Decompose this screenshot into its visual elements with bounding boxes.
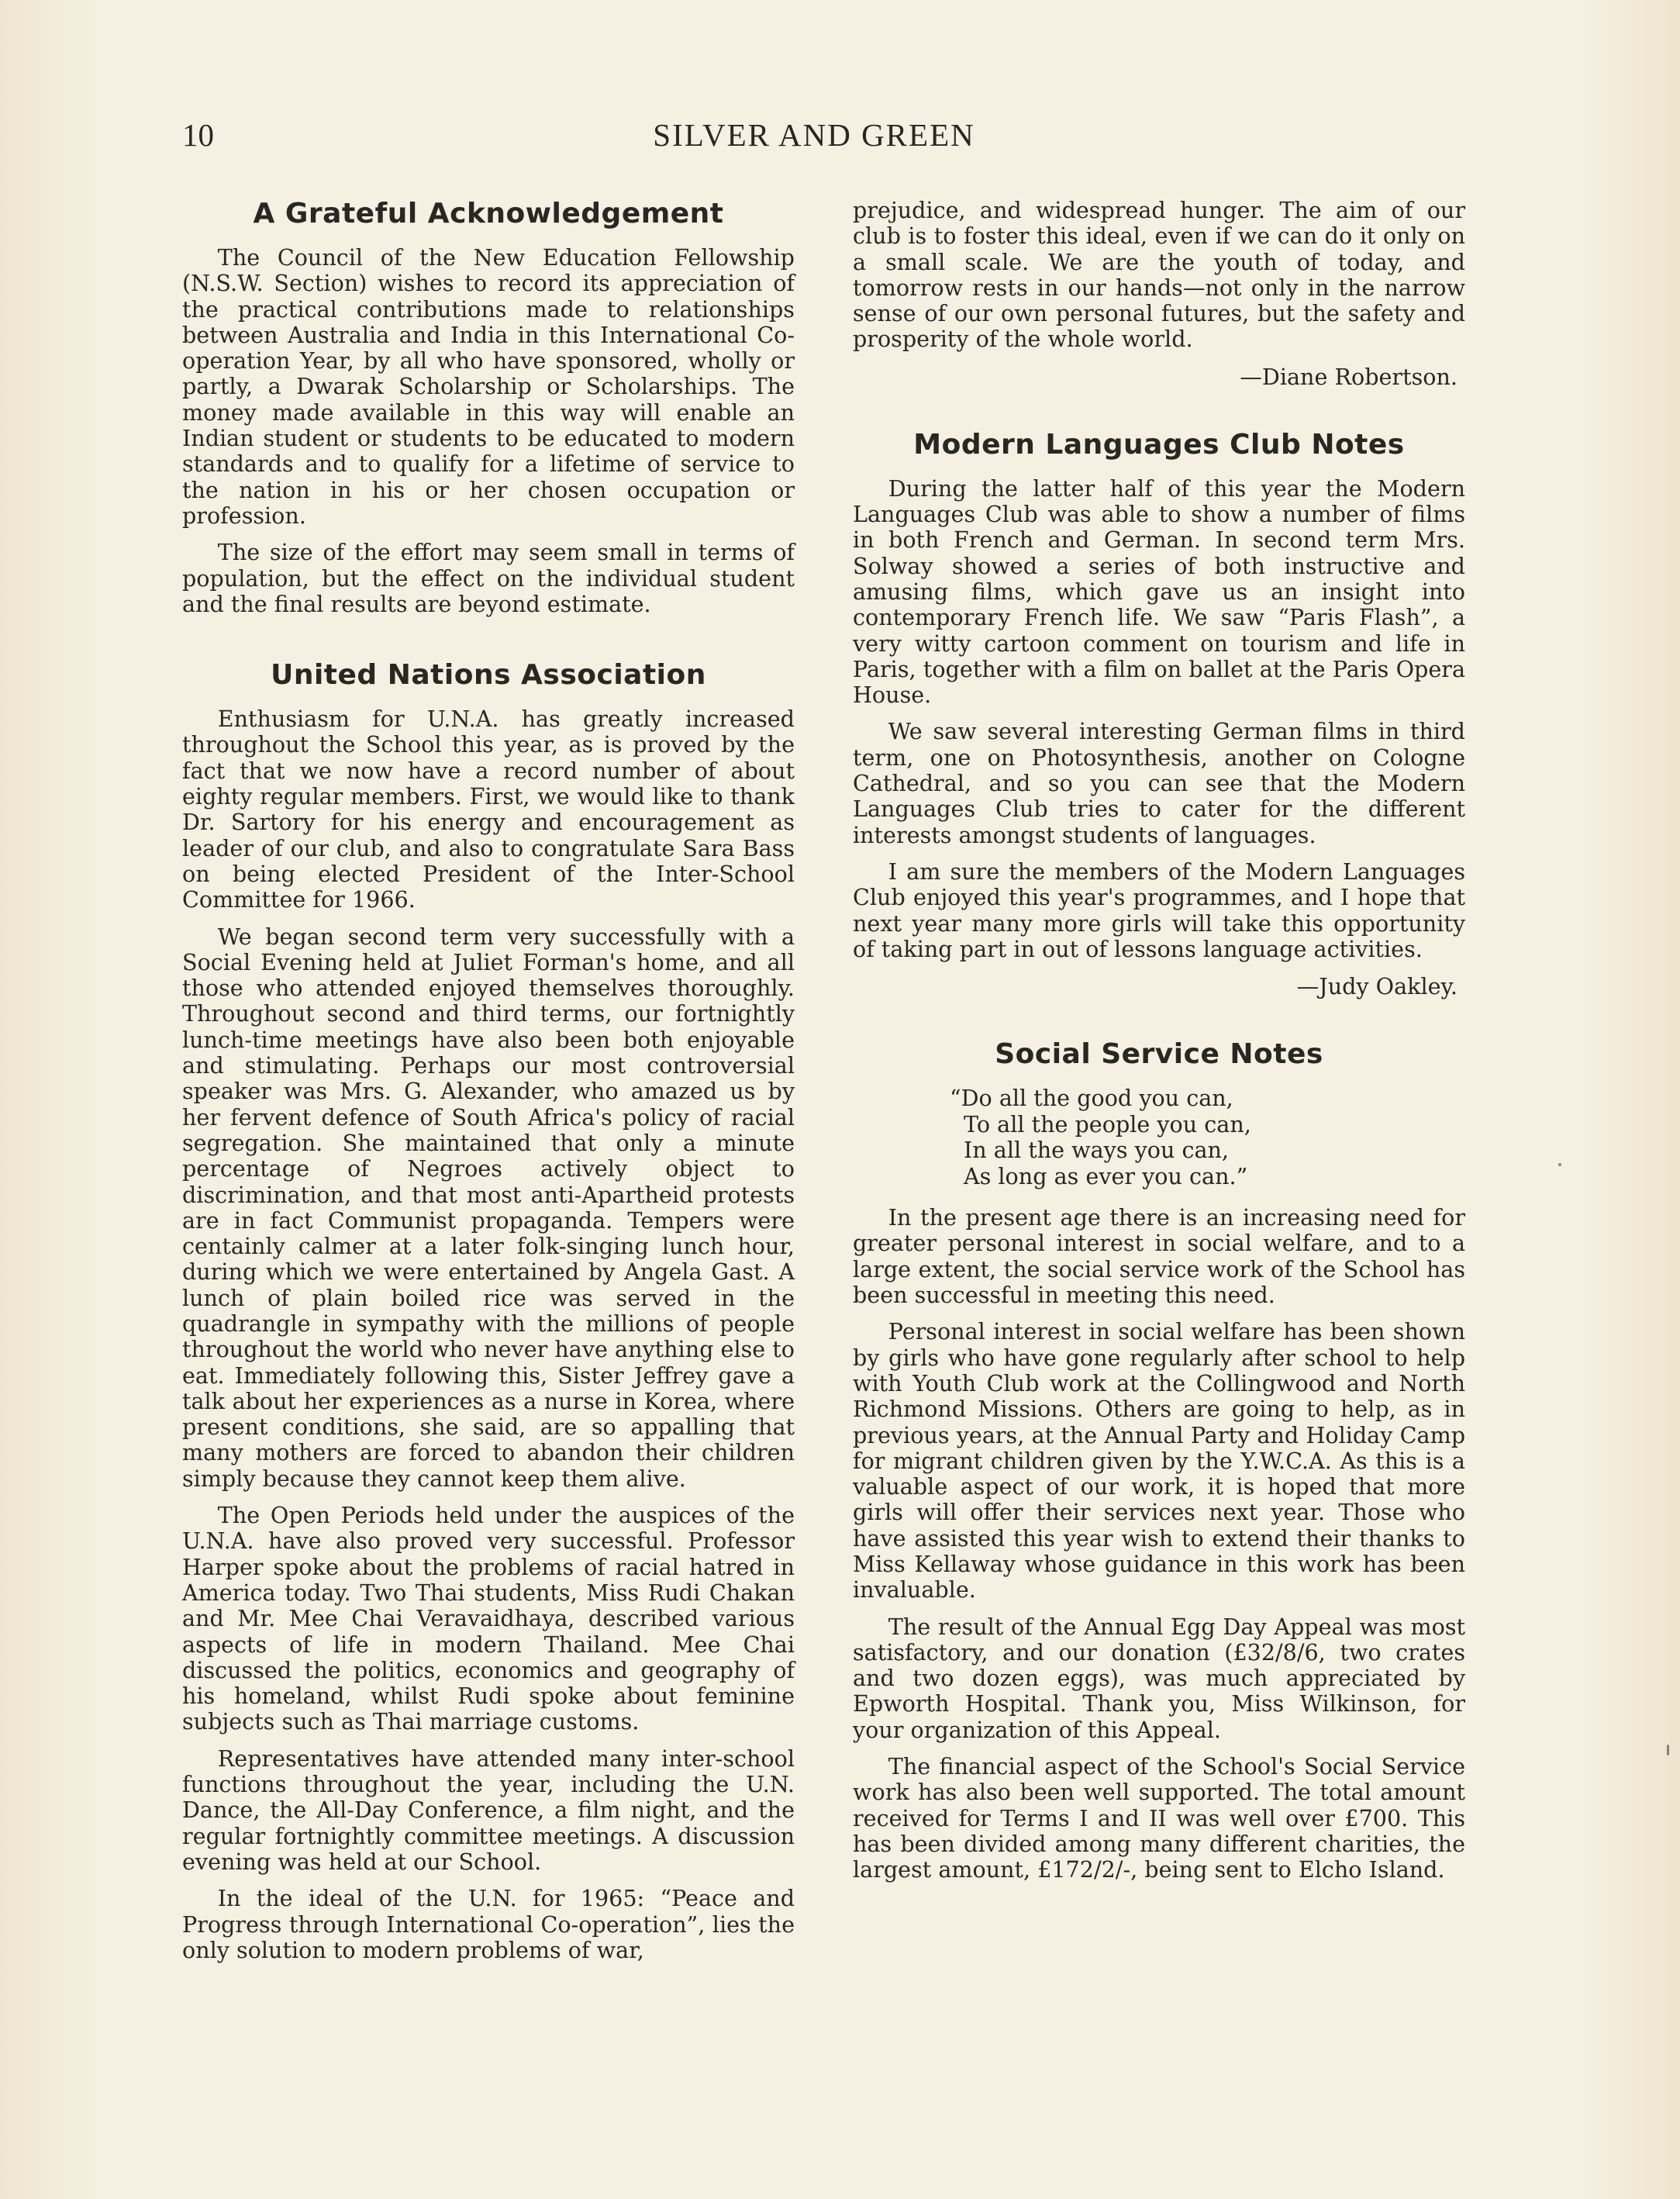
paper-speck — [1558, 1163, 1561, 1166]
paragraph: The financial aspect of the School's Social Service work has also been well supported. The total amount received for Terms I and II was well over £700. This has been divided among many different charities, the largest amount, £172/2/-, being sent to Elcho Island. — [853, 1753, 1465, 1883]
section-heading: Modern Languages Club Notes — [913, 428, 1405, 461]
paragraph: I am sure the members of the Modern Languages Club enjoyed this year's programmes, and I hope that next year many more girls will take this opportunity of taking part in out of lessons language activities. — [853, 858, 1465, 962]
paragraph: The result of the Annual Egg Day Appeal was most satisfactory, and our donation (£32/8/6, two crates and two dozen eggs), was much appreciated by Epworth Hospital. Thank you, Miss Wilkinson, for your organization of this Appeal. — [853, 1613, 1465, 1743]
paragraph: Personal interest in social welfare has been shown by girls who have gone regularly after school to help with Youth Club work at the Collingwood and North Richmond Missions. Others are going to help, as in previous years, at the Annual Party and Holiday Camp for migrant children given by the Y.W.C.A. As this is a valuable aspect of our work, it is hoped that more girls will offer their services next year. Those who have assisted this year wish to extend their thanks to Miss Kellaway whose guidance in this work has been invaluable. — [853, 1318, 1465, 1604]
running-head — [182, 116, 1446, 163]
paragraph: In the ideal of the U.N. for 1965: “Peace and Progress through International Co-operation”, lies the only solution to modern problems of war, — [182, 1885, 795, 1963]
social-service-notes-section — [853, 1038, 1465, 1883]
signature: —Diane Robertson. — [1240, 363, 1457, 390]
poem-line: “Do all the good you can, — [950, 1085, 1233, 1112]
signature: —Judy Oakley. — [1296, 973, 1457, 1000]
poem-line: As long as ever you can.” — [964, 1162, 1248, 1189]
paragraph: The size of the effort may seem small in terms of population, but the effect on the individual student and the final results are beyond estimate. — [182, 539, 795, 617]
paragraph: During the latter half of this year the Modern Languages Club was able to show a number of films in both French and German. In second term Mrs. Solway showed a series of both instructive and amusing films, which gave us an insight into contemporary French life. We saw “Paris Flash”, a very witty cartoon comment on tourism and life in Paris, together with a film on ballet at the Paris Opera House. — [853, 475, 1465, 709]
paragraph: We saw several interesting German films in third term, one on Photosynthesis, another on Cologne Cathedral, and so you can see that the Modern Languages Club tries to cater for the different interests amongst students of languages. — [853, 718, 1465, 848]
left-column — [182, 198, 795, 1974]
right-column — [853, 198, 1465, 1894]
paragraph: In the present age there is an increasing need for greater personal interest in social welfare, and to a large extent, the social service work of the School has been successful in meeting this need. — [853, 1204, 1465, 1309]
paragraph: The Council of the New Education Fellowship (N.S.W. Section) wishes to record its appreciation of the practical contributions made to relationships between Australia and India in this International Co-operation Year, by all who have sponsored, wholly or partly, a Dwarak Scholarship or Scholarships. The money made available in this way will enable an Indian student or students to be educated to modern standards and to qualify for a lifetime of service to the nation in his or her chosen occupation or profession. — [182, 244, 795, 529]
paragraph: Enthusiasm for U.N.A. has greatly increased throughout the School this year, as is proved by the fact that we now have a record number of about eighty regular members. First, we would like to thank Dr. Sartory for his energy and encouragement as leader of our club, and also to congratulate Sara Bass on being elected President of the Inter-School Committee for 1966. — [182, 706, 795, 913]
poem — [950, 1086, 1465, 1189]
una-continued-section — [853, 198, 1465, 390]
section-heading: A Grateful Acknowledgement — [253, 198, 724, 230]
section-heading: Social Service Notes — [995, 1038, 1323, 1071]
page-number: 10 — [182, 117, 214, 153]
united-nations-association-section — [182, 659, 795, 1963]
paragraph: Representatives have attended many inter-school functions throughout the year, including the U.N. Dance, the All-Day Conference, a film night, and the regular fortnightly committee meetings. A discussion evening was held at our School. — [182, 1745, 795, 1875]
poem-line: To all the people you can, — [964, 1110, 1251, 1137]
paragraph: prejudice, and widespread hunger. The aim of our club is to foster this ideal, even if we can do it only on a small scale. We are the youth of today, and tomorrow rests in our hands—not only in the narrow sense of our own personal futures, but the safety and prosperity of the whole world. — [853, 197, 1465, 353]
paragraph: We began second term very successfully with a Social Evening held at Juliet Forman's home, and all those who attended enjoyed themselves thoroughly. Throughout second and third terms, our fortnightly lunch-time meetings have also been both enjoyable and stimulating. Perhaps our most controversial speaker was Mrs. G. Alexander, who amazed us by her fervent defence of South Africa's policy of racial segregation. She maintained that only a minute percentage of Negroes actively object to discrimination, and that most anti-Apartheid protests are in fact Communist propaganda. Tempers were centainly calmer at a later folk-singing lunch hour, during which we were entertained by Angela Gast. A lunch of plain boiled rice was served in the quadrangle in sympathy with the millions of people throughout the world who never have anything else to eat. Immediately following this, Sister Jeffrey gave a talk about her experiences as a nurse in Korea, where present conditions, she said, are so appalling that many mothers are forced to abandon their children simply because they cannot keep them alive. — [182, 923, 795, 1492]
modern-languages-club-section — [853, 429, 1465, 999]
section-heading: United Nations Association — [271, 659, 706, 692]
paragraph: The Open Periods held under the auspices of the U.N.A. have also proved very successful. Professor Harper spoke about the problems of racial hatred in America today. Two Thai students, Miss Rudi Chakan and Mr. Mee Chai Veravaidhaya, described various aspects of life in modern Thailand. Mee Chai discussed the politics, economics and geography of his homeland, whilst Rudi spoke about feminine subjects such as Thai marriage customs. — [182, 1502, 795, 1735]
poem-line: In all the ways you can, — [964, 1137, 1230, 1164]
paper-speck — [1667, 1745, 1669, 1755]
journal-title: SILVER AND GREEN — [653, 117, 975, 153]
grateful-acknowledgement-section — [182, 198, 795, 617]
